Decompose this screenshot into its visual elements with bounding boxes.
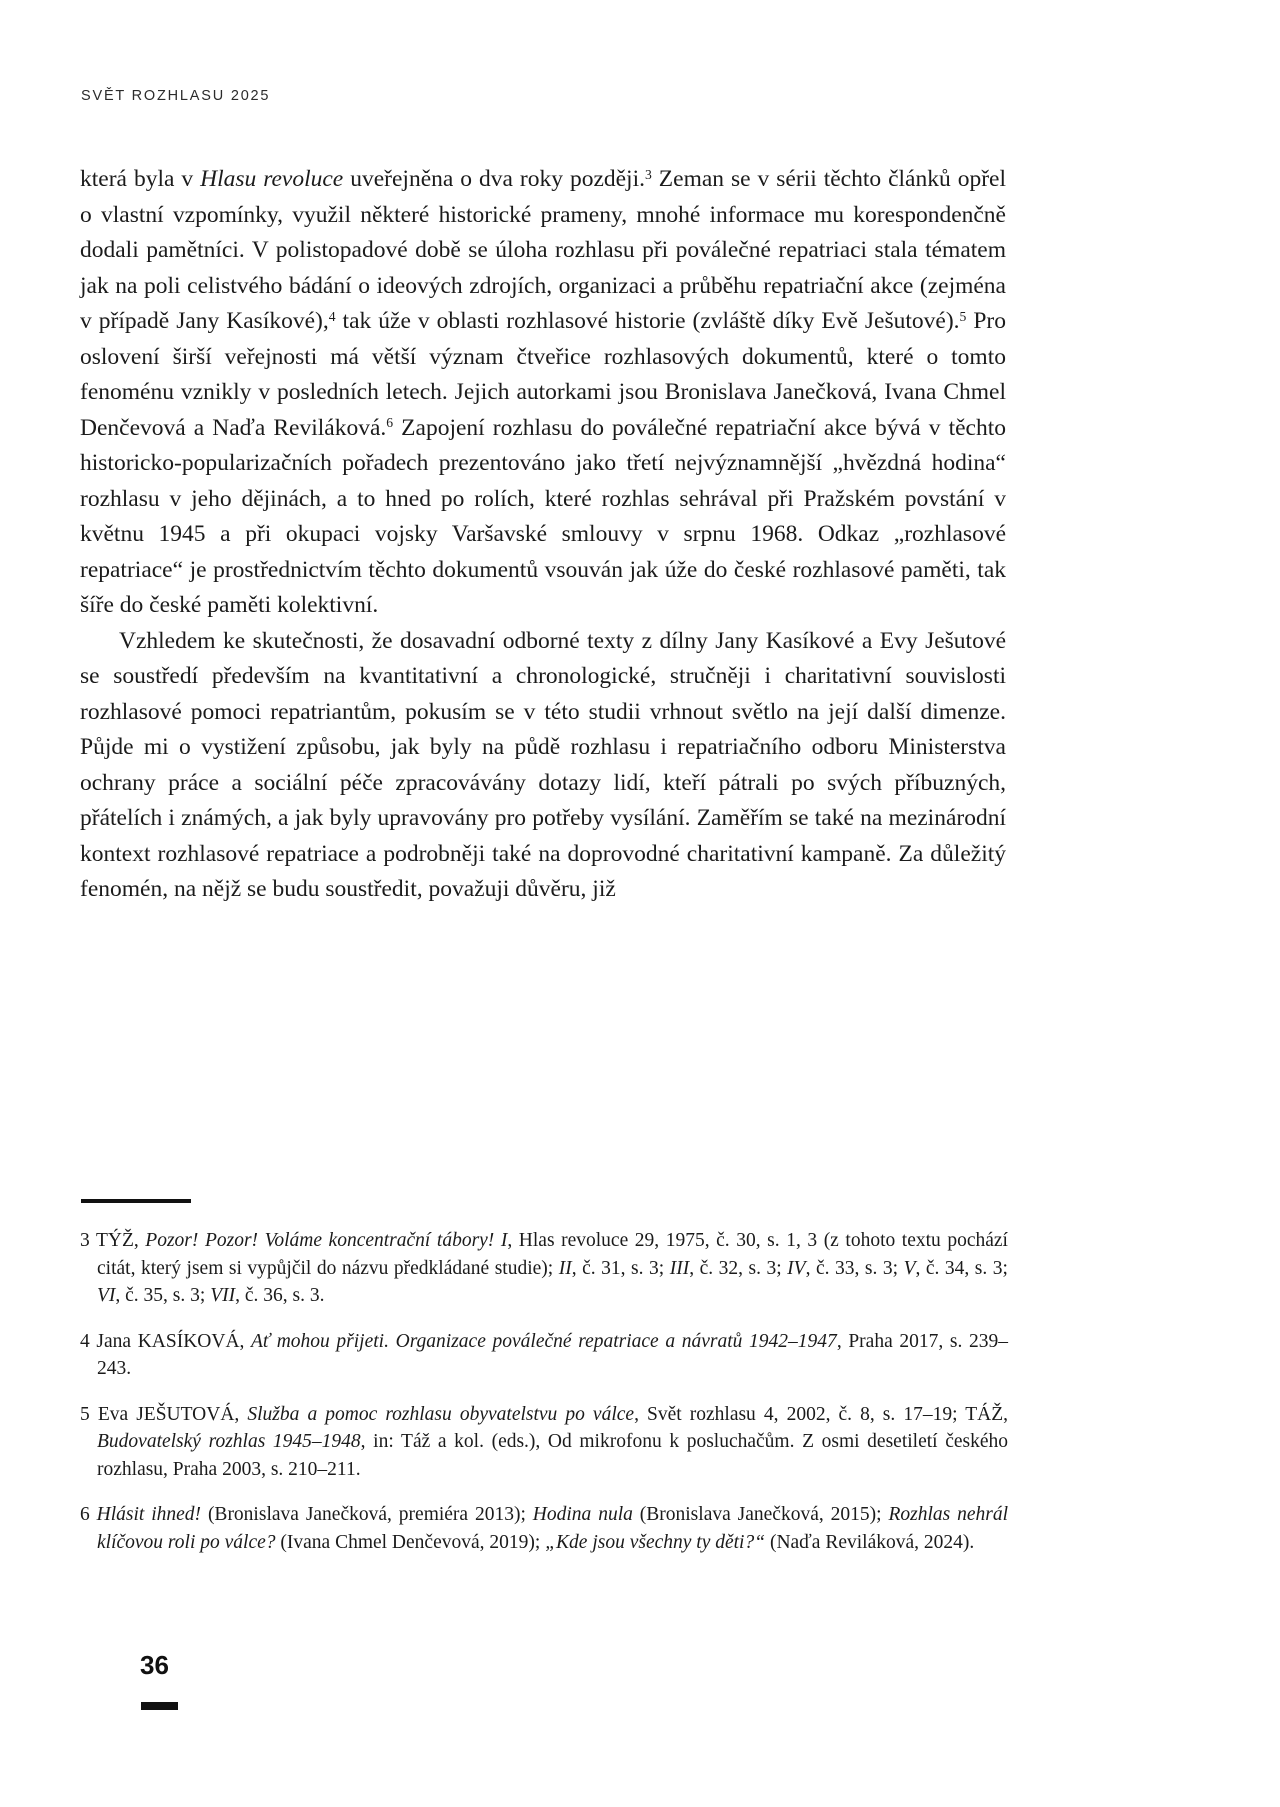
- text-run: , Svět rozhlasu 4, 2002, č. 8, s. 17–19; TÁŽ,: [634, 1403, 1008, 1425]
- footnote-reference: 5: [959, 308, 967, 324]
- footnote: [80, 1227, 1008, 1310]
- text-run: 4 Jana KASÍKOVÁ,: [80, 1330, 252, 1352]
- text-run: (Bronislava Janečková, 2015);: [632, 1504, 889, 1525]
- italic-text-run: II: [558, 1257, 572, 1279]
- page-number: 36: [140, 1650, 169, 1680]
- paragraph: [80, 624, 1006, 908]
- footnotes: [80, 1227, 1008, 1574]
- italic-text-run: Služba a pomoc rozhlasu obyvatelstvu po válce: [247, 1403, 635, 1425]
- text-run: , Praha 2017, s. 239–243.: [97, 1330, 1009, 1379]
- text-run: , č. 31, s. 3;: [571, 1257, 670, 1279]
- text-run: , in: Táž a kol. (eds.), Od mikrofonu k posluchačům. Z osmi desetiletí českého rozhlasu, Praha 2003, s. 210–211.: [97, 1431, 1008, 1480]
- body-text: [80, 162, 1006, 908]
- text-run: 3 TÝŽ,: [80, 1230, 146, 1251]
- italic-text-run: VII: [210, 1285, 236, 1306]
- italic-text-run: „Kde jsou všechny ty děti?“: [545, 1531, 766, 1553]
- text-run: 5 Eva JEŠUTOVÁ,: [80, 1403, 248, 1425]
- text-run: , č. 36, s. 3.: [235, 1285, 325, 1306]
- footnote: [80, 1501, 1008, 1556]
- text-run: , č. 35, s. 3;: [115, 1285, 211, 1306]
- paragraph: [80, 162, 1006, 624]
- text-run: tak úže v oblasti rozhlasové historie (zvláště díky Evě Ješutové).: [335, 308, 960, 334]
- italic-text-run: VI: [97, 1285, 116, 1306]
- italic-text-run: Hodina nula: [532, 1504, 633, 1525]
- footnote-separator-rule: [81, 1199, 191, 1203]
- italic-text-run: Ať mohou přijeti. Organizace poválečné repatriace a návratů 1942–1947: [251, 1330, 837, 1352]
- text-run: , Hlas revoluce 29, 1975, č. 30, s. 1, 3 (z tohoto textu pochází citát, který jsem si vypůjčil do názvu předkládané studie);: [97, 1230, 1008, 1279]
- text-run: , č. 33, s. 3;: [805, 1257, 904, 1279]
- page-number-rule: [141, 1702, 178, 1710]
- italic-text-run: V: [903, 1257, 916, 1279]
- text-run: která byla v: [80, 166, 201, 192]
- text-run: (Naďa Reviláková, 2024).: [765, 1531, 975, 1553]
- footnote-reference: 3: [645, 166, 652, 182]
- text-run: uveřejněna o dva roky později.: [343, 166, 645, 192]
- italic-text-run: Hlasu revoluce: [200, 166, 344, 192]
- text-run: (Ivana Chmel Denčevová, 2019);: [275, 1531, 546, 1553]
- text-run: Zeman se v sérii těchto článků opřel o vlastní vzpomínky, využil některé historické prameny, mnohé informace mu korespondenčně dodali pamětníci. V polistopadové době se úloha rozhlasu při poválečné repatriaci stala tématem jak na poli celistvého bádání o ideových zdrojích, organizaci a průběhu repatriační akce (zejména v případě Jany Kasíkové),: [80, 166, 1006, 334]
- footnote: [80, 1328, 1008, 1383]
- text-run: 6: [80, 1504, 97, 1525]
- italic-text-run: IV: [787, 1257, 806, 1279]
- text-run: , č. 34, s. 3;: [915, 1257, 1008, 1279]
- italic-text-run: Rozhlas nehrál klíčovou roli po válce?: [97, 1504, 1009, 1553]
- text-run: Pro oslovení širší veřejnosti má větší význam čtveřice rozhlasových dokumentů, které o tomto fenoménu vznikly v posledních letech. Jejich autorkami jsou Bronislava Janečková, Ivana Chmel Denčevová a Naďa Reviláková.: [80, 308, 1007, 441]
- footnote-reference: 6: [386, 415, 394, 431]
- footnote: [80, 1401, 1008, 1484]
- italic-text-run: Budovatelský rozhlas 1945–1948: [97, 1431, 361, 1452]
- text-run: (Bronislava Janečková, premiéra 2013);: [201, 1504, 533, 1525]
- text-run: , č. 32, s. 3;: [689, 1257, 788, 1279]
- italic-text-run: III: [669, 1257, 690, 1279]
- text-run: Vzhledem ke skutečnosti, že dosavadní odborné texty z dílny Jany Kasíkové a Evy Ješutové se soustředí především na kvantitativní a chronologické, stručněji i charitativní souvislosti rozhlasové pomoci repatriantům, pokusím se v této studii vrhnout světlo na její další dimenze. Půjde mi o vystižení způsobu, jak byly na půdě rozhlasu i repatriačního odboru Ministerstva ochrany práce a sociální péče zpracovávány dotazy lidí, kteří pátrali po svých příbuzných, přátelích i známých, a jak byly upravovány pro potřeby vysílání. Zaměřím se také na mezinárodní kontext rozhlasové repatriace a podrobněji také na doprovodné charitativní kampaně. Za důležitý fenomén, na nějž se budu soustředit, považuji důvěru, již: [80, 627, 1006, 902]
- text-run: Zapojení rozhlasu do poválečné repatriační akce bývá v těchto historicko-popularizačních pořadech prezentováno jako třetí nejvýznamnější „hvězdná hodina“ rozhlasu v jeho dějinách, a to hned po rolích, které rozhlas sehrával při Pražském povstání v květnu 1945 a při okupaci vojsky Varšavské smlouvy v srpnu 1968. Odkaz „rozhlasové repatriace“ je prostřednictvím těchto dokumentů vsouván jak úže do české rozhlasové paměti, tak šíře do české paměti kolektivní.: [80, 414, 1006, 618]
- running-header: SVĚT ROZHLASU 2025: [81, 88, 271, 104]
- footnote-reference: 4: [328, 308, 336, 324]
- italic-text-run: Hlásit ihned!: [96, 1504, 202, 1525]
- italic-text-run: Pozor! Pozor! Voláme koncentrační tábory! I: [145, 1230, 508, 1251]
